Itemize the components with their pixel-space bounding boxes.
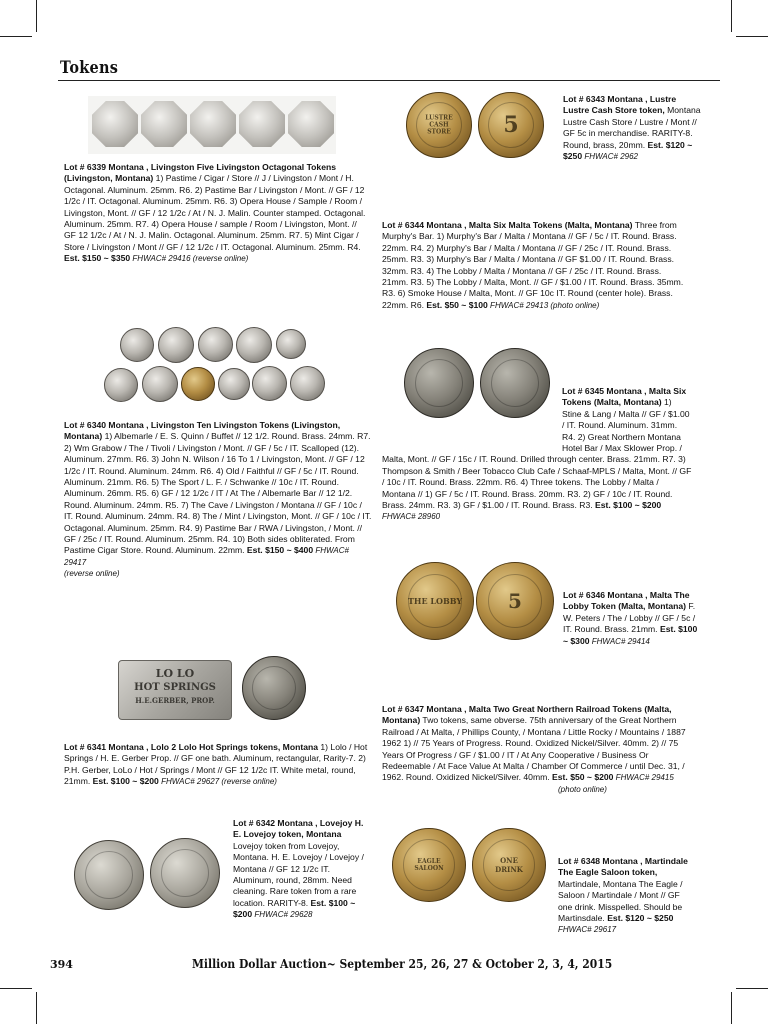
lot-6348-description bbox=[382, 856, 694, 936]
lot-reference: FHWAC# 29627 (reverse online) bbox=[158, 777, 277, 787]
lot-note: (reverse online) bbox=[64, 569, 120, 579]
token-image bbox=[120, 328, 154, 362]
lot-6347-description bbox=[382, 704, 692, 795]
lot-heading: Lot # 6348 Montana , Martindale The Eagle Saloon token, bbox=[558, 856, 688, 878]
lot-6343-photo bbox=[404, 90, 546, 162]
lot-reference: FHWAC# 29417 bbox=[64, 546, 349, 567]
token-image bbox=[104, 368, 138, 402]
lot-reference: FHWAC# 29414 bbox=[589, 636, 650, 646]
lot-6346-photo bbox=[396, 560, 556, 644]
lot-reference: FHWAC# 29415 bbox=[613, 773, 674, 783]
lot-heading: Lot # 6344 Montana , Malta Six Malta Tokens (Malta, Montana) bbox=[382, 220, 633, 230]
lot-reference: FHWAC# 2962 bbox=[582, 152, 638, 162]
lot-reference: FHWAC# 29416 (reverse online) bbox=[130, 254, 249, 264]
lot-estimate: Est. $150 ~ $350 bbox=[64, 253, 131, 264]
token-image bbox=[290, 366, 325, 401]
token-image bbox=[142, 366, 178, 402]
lot-body: Two tokens, same obverse. 75th anniversary of the Great Northern Railroad / At Malta, / Phillips County, / Montana / Little Rocky / Mountains / 1887 1962 1) // 75 Years of Progress. Round. Oxidized Nickel/Silver. 40mm. 2) // 75 Years Of Progress / GF / $1.00 / IT / At Any Cooperative / Business Or Redeemable / At Face Value At Malta / Chamber Of Commerce / until Dec. 31, / 1962. Round. Oxidized Nickel/Silver. 40mm. bbox=[382, 715, 686, 783]
token-legend: THE LOBBY bbox=[407, 596, 463, 606]
lot-reference: FHWAC# 29617 bbox=[558, 925, 617, 935]
lot-estimate: Est. $120 ~ $250 bbox=[604, 913, 674, 924]
lot-6342-photo bbox=[72, 836, 222, 912]
lot-6339-photo bbox=[88, 96, 336, 154]
crop-mark bbox=[0, 36, 32, 37]
lot-estimate: Est. $100 ~ $300 bbox=[563, 624, 698, 646]
token-image bbox=[478, 92, 544, 158]
token-image bbox=[476, 562, 554, 640]
lot-6344-description bbox=[382, 220, 688, 311]
header-rule bbox=[58, 80, 720, 81]
token-image bbox=[276, 329, 306, 359]
lot-6345-description bbox=[382, 386, 692, 523]
lot-estimate: Est. $50 ~ $100 bbox=[424, 299, 488, 310]
lot-heading: Lot # 6346 Montana , Malta The Lobby Token (Malta, Montana) bbox=[563, 590, 690, 612]
lot-body: 1) Pastime / Cigar / Store // J / Livingston / Mont / H. Octagonal. Aluminum. 25mm. R6. 2) Pastime Bar / Livingston / Mont. // GF / 12 1/2c / IT. Octagonal. Aluminum. 25mm. R6. 3) Opera House / Sample / Room / Livingston, Mont. // GF / 12 1/2c / At / N. J. Malin. Counter stamped. Octagonal. Aluminum. 25mm. R7. 4) Opera House / sample / Room / Livingston, Mont. // GF 12 1/2c / At / N. J. Malin. Octagonal. Aluminum. 25mm. R7. 5) Mint Cigar / Store / Livingston / Mont // GF / 12 1/2c / IT. Octagonal. Aluminum. 25mm. R4. bbox=[64, 173, 366, 252]
token-legend: 5 bbox=[508, 589, 522, 613]
token-image bbox=[150, 838, 220, 908]
lot-6339-description bbox=[64, 162, 370, 265]
lot-6343-description bbox=[563, 94, 703, 162]
token-image bbox=[239, 101, 285, 147]
page-title: Tokens bbox=[60, 58, 119, 78]
token-image bbox=[74, 840, 144, 910]
lot-body: Montana Lustre Cash Store / Lustre / Mont // GF 5c in merchandise. RARITY-8. Round, brass, 20mm. bbox=[563, 105, 701, 150]
lot-heading: Lot # 6341 Montana , Lolo 2 Lolo Hot Springs tokens, Montana bbox=[64, 742, 319, 752]
token-image bbox=[181, 367, 215, 401]
lot-note: (photo online) bbox=[558, 784, 607, 794]
lot-body: 1) Albemarle / E. S. Quinn / Buffet // 12 1/2. Round. Brass. 24mm. R7. 2) Wm Grabow / The / Tivoli / Livingston / Mont. // GF / 5c / IT. Scalloped (12). Aluminum. 27mm. R6. 3) John N. Wilson / 16 To 1 / Livingston, Mont. // GF / 12 1/2c / IT. Round. Aluminum. 24mm. R6. 4) Old / Faithful // GF / 5c / IT. Round. Aluminum. 21mm. R6. 5) The Sport / L. F. / Schwanke // 10c / IT. Round. Aluminum. 26mm. R5. 6) GF / 12 1/2c / IT / At The / Albemarle Bar // 12 1/2. Round. Aluminum. 24mm. R5. 7) The Cave / Livingston / Montana // GF / 10c / IT. Round. Aluminum. 24mm. R4. 8) The / Mint / Livingston, Mont. // GF / 10c / IT. Octagonal. Aluminum. 25mm. R4. 9) Pastime Bar / RWA / Livingston, / Mont. // GF / 25c / IT. Round. Aluminum. 25mm. R4. 10) Both sides obliterated. From Pastime Cigar Store. Round. Aluminum. 22mm. bbox=[64, 431, 372, 556]
lot-heading: Lot # 6339 Montana , Livingston Five Livingston Octagonal Tokens (Livingston, Montana) bbox=[64, 162, 337, 184]
lot-body: Lovejoy token from Lovejoy, Montana. H. E. Lovejoy / Lovejoy / Montana // GF 12 1/2c IT. Aluminum, round, 28mm. Need cleaning. Rare token from a rare location. RARITY-8. bbox=[233, 840, 364, 908]
crop-mark bbox=[736, 988, 768, 989]
lot-6341-description bbox=[64, 742, 372, 788]
token-image bbox=[252, 366, 287, 401]
footer-title: Million Dollar Auction~ September 25, 26, 27 & October 2, 3, 4, 2015 bbox=[192, 956, 613, 971]
lot-heading: Lot # 6347 Montana , Malta Two Great Northern Railroad Tokens (Malta, Montana) bbox=[382, 704, 672, 726]
crop-mark bbox=[36, 992, 37, 1024]
token-image bbox=[158, 327, 194, 363]
lot-heading: Lot # 6343 Montana , Lustre Lustre Cash Store token, bbox=[563, 94, 677, 116]
token-image bbox=[236, 327, 272, 363]
lot-reference: FHWAC# 29413 (photo online) bbox=[487, 300, 600, 310]
lot-6346-description bbox=[563, 590, 701, 647]
lot-heading: Lot # 6345 Montana , Malta Six Tokens (Malta, Montana) bbox=[562, 386, 687, 408]
token-image bbox=[406, 92, 472, 158]
token-legend: LUSTRE CASH STORE bbox=[425, 114, 453, 136]
crop-mark bbox=[0, 988, 32, 989]
lot-estimate: Est. $100 ~ $200 bbox=[90, 776, 159, 787]
lot-body: Three from Murphy's Bar. 1) Murphy's Bar / Malta / Montana // GF / 5c / IT. Round. Brass. 22mm. R4. 2) Murphy's Bar / Malta / Montana // GF / 25c / IT. Round. Brass. 25mm. R3. 3) Murphy's Bar / Malta / Montana // GF $1.00 / IT. Round. Brass. 32mm. R3. 4) The Lobby / Malta / Montana // GF / 25c / IT. Round. Brass. 21mm. R3. 5) The Lobby / Malta, Mont. // GF / $1.00 / IT. Round. Brass. 35mm. R3. 6) Smoke House / Malta, Mont. // GF 10c IT. Round (center hole). Brass. 22mm. R6. bbox=[382, 220, 684, 310]
token-legend: EAGLE SALOON bbox=[414, 858, 444, 872]
lot-estimate: Est. $120 ~ $250 bbox=[563, 139, 693, 162]
lot-6341-photo bbox=[116, 656, 312, 726]
token-image bbox=[396, 562, 474, 640]
lot-body: F. W. Peters / The / Lobby // GF / 5c / IT. Round. Brass. 21mm. bbox=[563, 601, 696, 635]
token-legend: 5 bbox=[503, 112, 519, 138]
lot-6340-description bbox=[64, 420, 372, 580]
lot-6342-description bbox=[233, 818, 371, 921]
token-image bbox=[218, 368, 250, 400]
token-legend: LO LO bbox=[155, 667, 195, 680]
crop-mark bbox=[736, 36, 768, 37]
token-image bbox=[198, 327, 233, 362]
token-rim bbox=[161, 849, 210, 898]
lot-estimate: Est. $100 ~ $200 bbox=[233, 897, 356, 920]
token-image bbox=[190, 101, 236, 147]
page-number: 394 bbox=[50, 958, 73, 971]
lolo-rectangular-token bbox=[118, 660, 232, 720]
lot-heading: Lot # 6340 Montana , Livingston Ten Livingston Tokens (Livingston, Montana) bbox=[64, 420, 341, 442]
lot-reference: FHWAC# 29628 bbox=[252, 910, 313, 920]
lot-estimate: Est. $100 ~ $200 bbox=[592, 500, 662, 511]
lot-heading: Lot # 6342 Montana , Lovejoy H. E. Lovejoy token, Montana bbox=[233, 818, 364, 840]
lot-6345-float-spacer bbox=[382, 386, 562, 454]
crop-mark bbox=[36, 0, 37, 32]
token-image bbox=[288, 101, 334, 147]
token-legend: HOT SPRINGS bbox=[134, 682, 216, 693]
lot-body: 1) Stine & Lang / Malta // GF / $1.00 / IT. Round. Aluminum. 31mm. R4. 2) Great Northern Montana Hotel Bar / Max Sklower Prop. / Malta, Mont. // GF / 15c / IT. Round. Drilled through center. Brass. 21mm. R7. 3) Thompson & Smith / Beer Tobacco Club Cafe / Schaaf-MPLS / Malta, Mont. // GF / 10c / IT. Round. Brass. 22mm. R6. 4) Three tokens. The Lobby / Malta / Montana // 1) GF / 5c / IT. Round. Brass. 20mm. R3. 2) GF / 10c / IT. Round. Brass. 24mm. R3. 3) GF / $1.00 / IT. Round. Brass. R3. bbox=[382, 397, 692, 511]
lot-estimate: Est. $150 ~ $400 bbox=[244, 545, 314, 556]
token-rim bbox=[252, 666, 297, 711]
token-image bbox=[92, 101, 138, 147]
lot-6340-photo bbox=[100, 326, 330, 406]
lot-estimate: Est. $50 ~ $200 bbox=[549, 772, 614, 783]
token-image bbox=[141, 101, 187, 147]
token-legend: ONE DRINK bbox=[495, 856, 523, 874]
crop-mark bbox=[731, 992, 732, 1024]
token-rim bbox=[85, 851, 134, 900]
lot-body: Martindale, Montana The Eagle / Saloon / Martindale / Mont // GF one drink. Misspelled. Should be Martinsdale. bbox=[558, 878, 683, 924]
lot-body: 1) Lolo / Hot Springs / H. E. Gerber Prop. // GF one bath. Aluminum, rectangular, Rarity-7. 2) P.H. Gerber, LoLo / Hot / Springs / Mont // GF 12 1/2c IT. White metal, round, 21mm. bbox=[64, 742, 368, 787]
lot-6348-float-spacer bbox=[382, 856, 558, 936]
token-image bbox=[242, 656, 306, 720]
crop-mark bbox=[731, 0, 732, 32]
lot-reference: FHWAC# 28960 bbox=[382, 512, 441, 522]
token-legend: H.E.GERBER, PROP. bbox=[135, 696, 215, 705]
